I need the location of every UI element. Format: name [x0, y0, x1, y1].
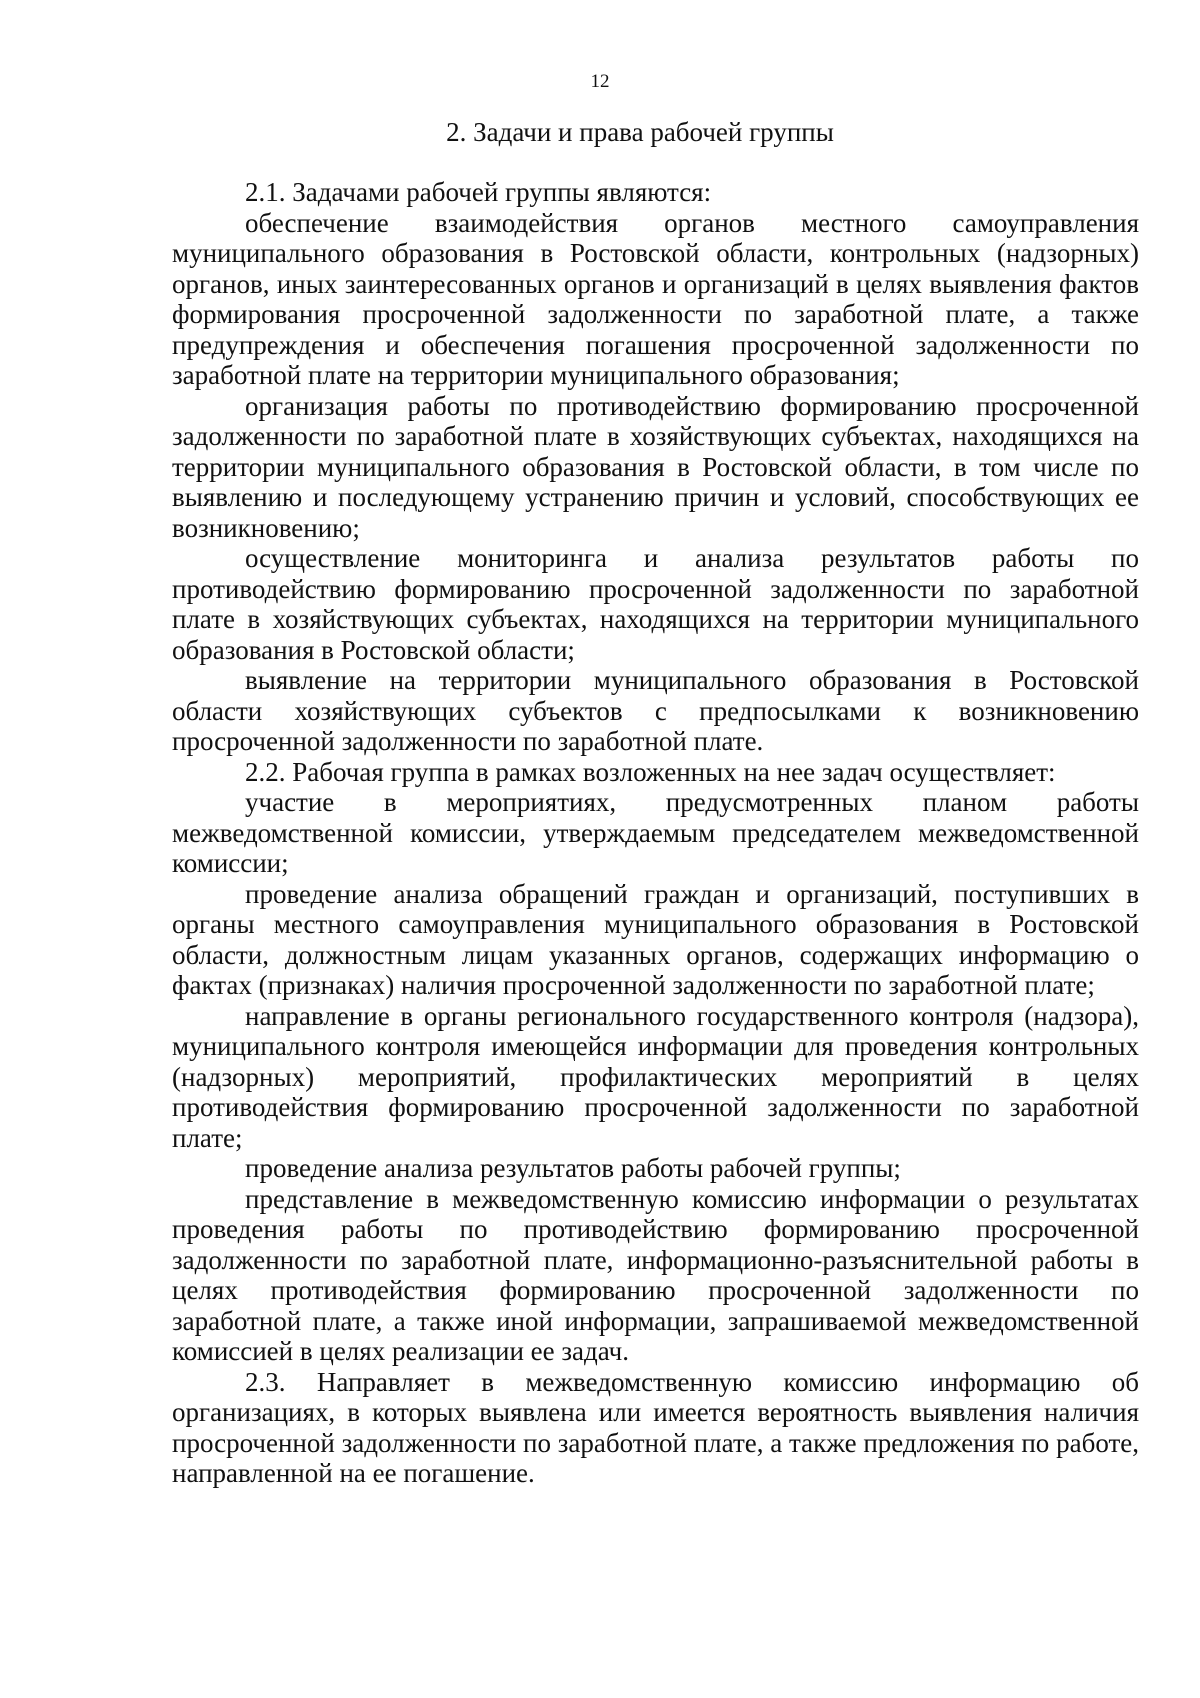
paragraph-2-2-heading: 2.2. Рабочая группа в рамках возложенных на нее задач осуществляет: — [245, 756, 1056, 787]
paragraph-2-3: 2.3. Направляет в межведомственную комиссию информацию об организациях, в которых выявлена или имеется вероятность выявления наличия просроченной задолженности по заработной плате, а также предложения по работе, направленной на ее погашение. — [172, 1366, 1139, 1488]
paragraph-2-1-heading: 2.1. Задачами рабочей группы являются: — [245, 177, 712, 207]
paragraph-right-referral: направление в органы регионального государственного контроля (надзора), муниципального контроля имеющейся информации для проведения контрольных (надзорных) мероприятий, профилактических мероприятий в целях противодействия формированию просроченной задолженности по заработной плате; — [172, 1000, 1139, 1153]
paragraph-right-reporting: представление в межведомственную комиссию информации о результатах проведения работы по противодействию формированию просроченной задолженности по заработной плате, информационно-разъяснительной работы в целях противодействия формированию просроченной задолженности по заработной плате, а также иной информации, запрашиваемой межведомственной комиссией в целях реализации ее задач. — [172, 1183, 1139, 1366]
paragraph-right-participation: участие в мероприятиях, предусмотренных планом работы межведомственной комиссии, утверждаемым председателем межведомственной комиссии; — [172, 787, 1139, 878]
paragraph-right-analysis-appeals: проведение анализа обращений граждан и организаций, поступивших в органы местного самоуправления муниципального образования в Ростовской области, должностным лицам указанных органов, содержащих информацию о фактах (признаках) наличия просроченной задолженности по заработной плате; — [172, 878, 1139, 1000]
paragraph-task-monitoring: осуществление мониторинга и анализа результатов работы по противодействию формированию просроченной задолженности по заработной плате в хозяйствующих субъектах, находящихся на территории муниципального образования в Ростовской области; — [172, 543, 1139, 665]
paragraph-task-organization: организация работы по противодействию формированию просроченной задолженности по заработной плате в хозяйствующих субъектах, находящихся на территории муниципального образования в Ростовской области, в том числе по выявлению и последующему устранению причин и условий, способствующих ее возникновению; — [172, 390, 1139, 543]
section-title: 2. Задачи и права рабочей группы — [446, 117, 834, 147]
paragraph-right-analysis-results: проведение анализа результатов работы рабочей группы; — [245, 1153, 901, 1183]
paragraph-task-interaction: обеспечение взаимодействия органов местного самоуправления муниципального образования в Ростовской области, контрольных (надзорных) органов, иных заинтересованных органов и организаций в целях выявления фактов формирования просроченной задолженности по заработной плате, а также предупреждения и обеспечения погашения просроченной задолженности по заработной плате на территории муниципального образования; — [172, 207, 1139, 390]
paragraph-task-identification: выявление на территории муниципального образования в Ростовской области хозяйствующих субъектов с предпосылками к возникновению просроченной задолженности по заработной плате. — [172, 665, 1139, 756]
page-number: 12 — [590, 71, 610, 92]
document-body — [172, 177, 1139, 1489]
